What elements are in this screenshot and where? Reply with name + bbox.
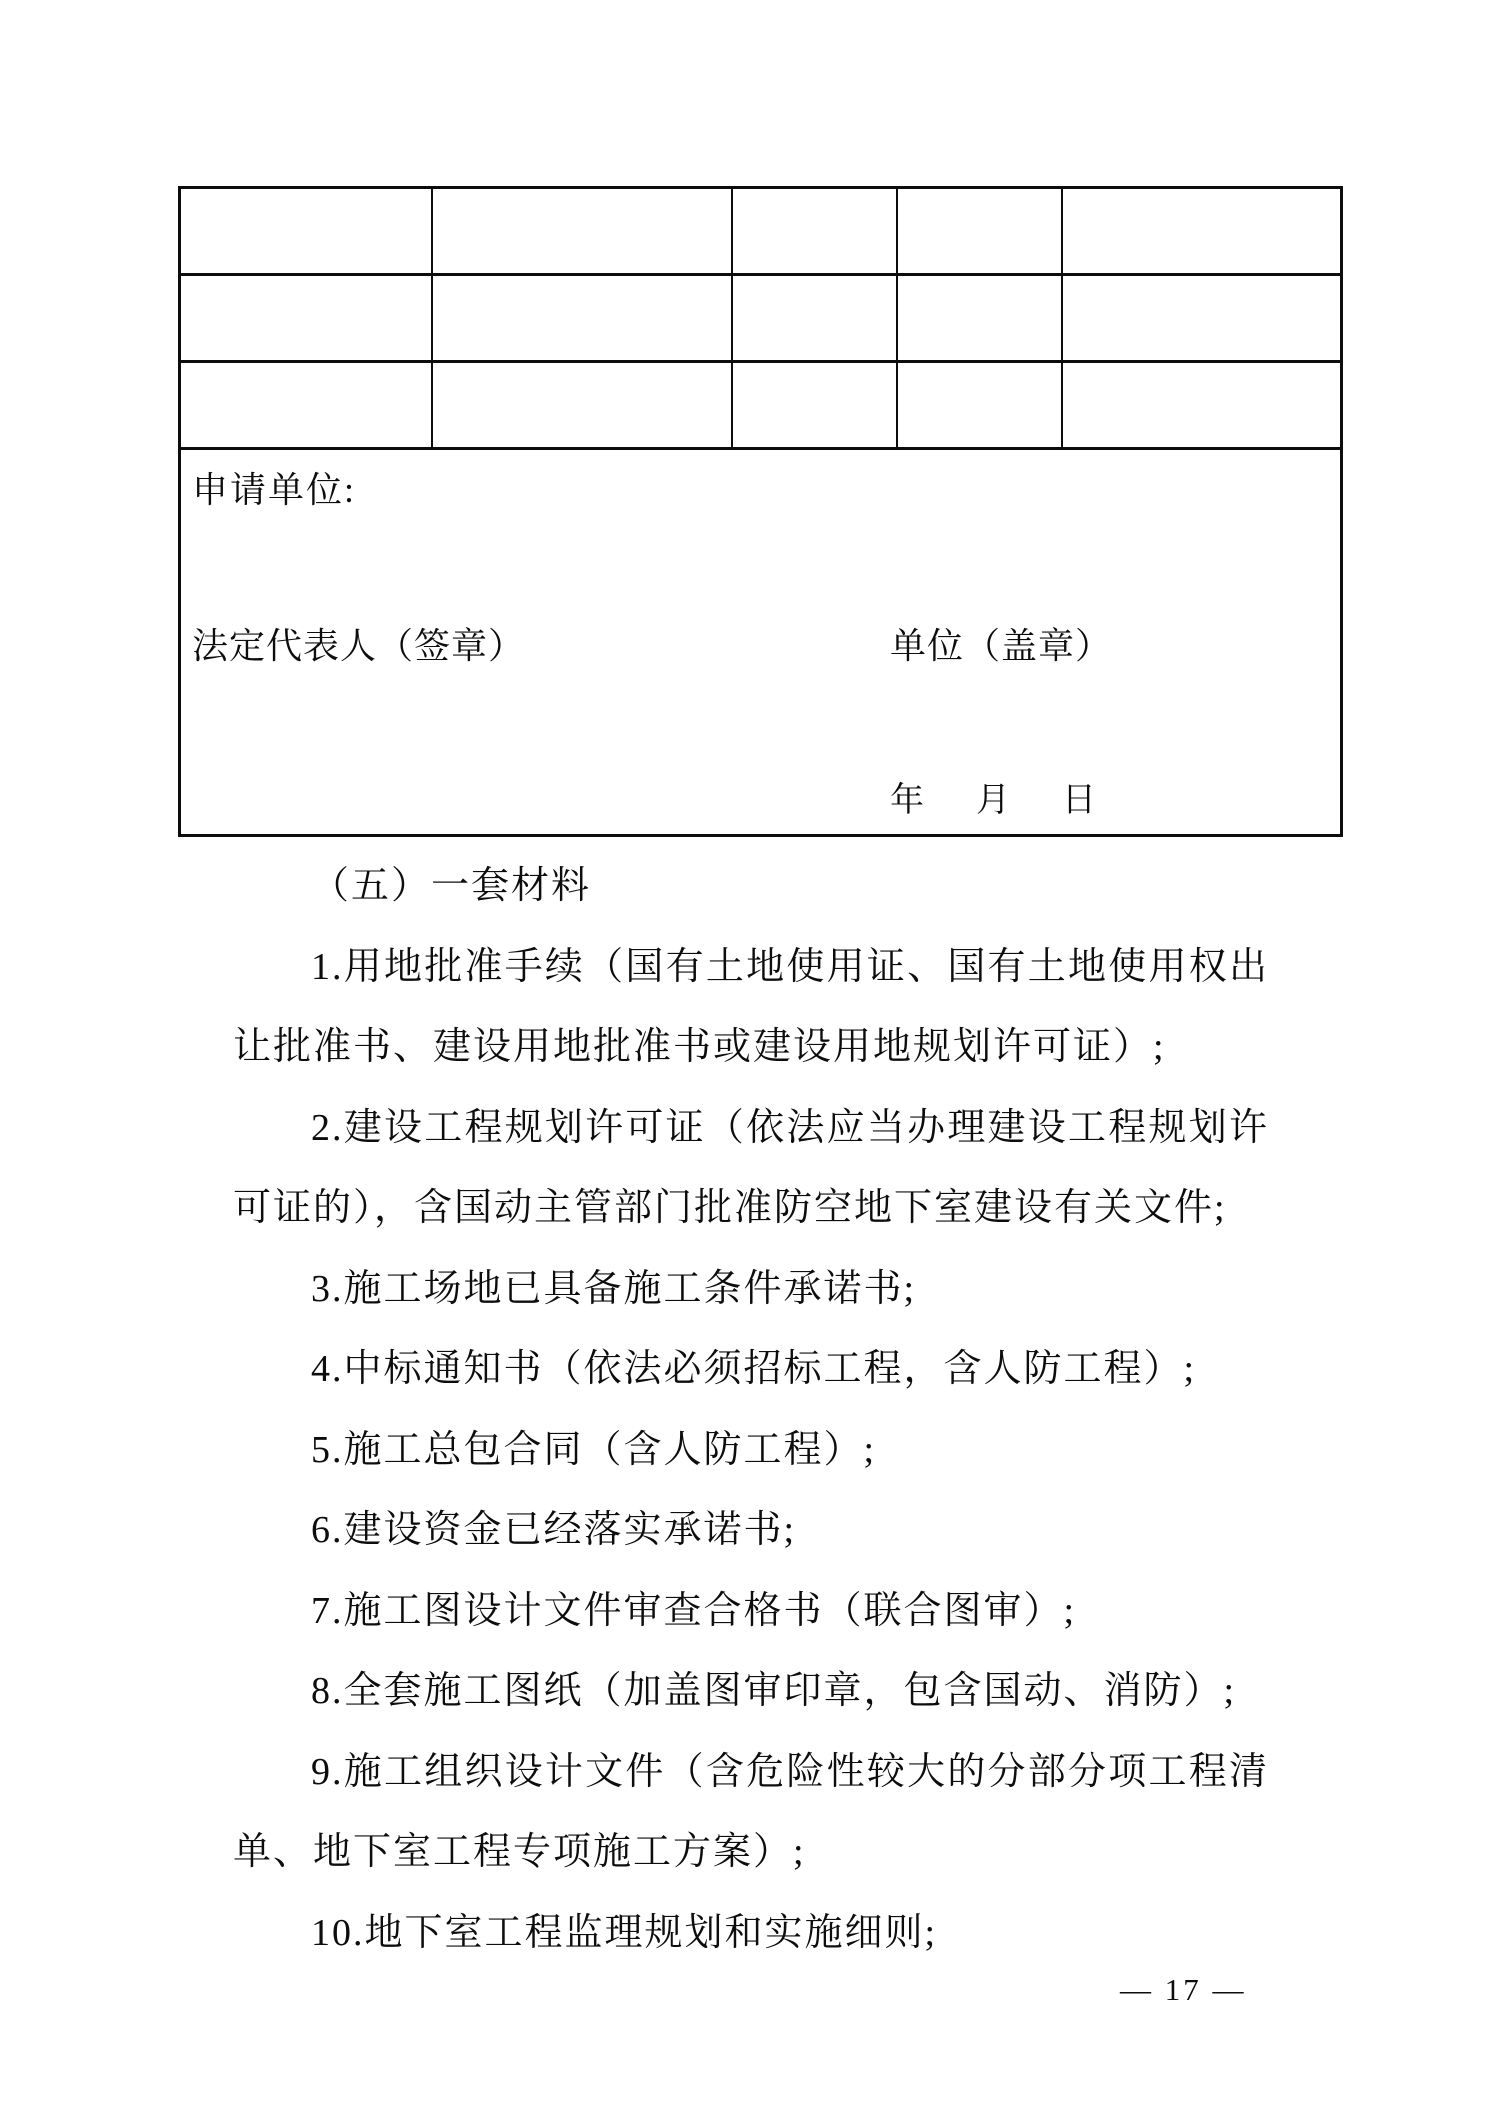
empty-table-cell [1063,276,1340,363]
signature-row [192,618,1332,669]
unit-seal-label: 单位（盖章） [890,626,1113,666]
list-item-10: 10.地下室工程监理规划和实施细则; [311,1911,938,1954]
application-form-table [178,186,1343,837]
empty-table-cell [733,189,898,276]
empty-table-cell [733,363,898,450]
signature-section [181,450,1340,834]
list-item-2-line-2: 可证的），含国动主管部门批准防空地下室建设有关文件; [233,1187,1227,1229]
applicant-unit-label: 申请单位: [192,470,357,510]
year-label: 年 [890,782,924,819]
empty-table-cell [181,363,433,450]
list-item-7: 7.施工图设计文件审查合格书（联合图审）; [311,1589,1077,1632]
empty-table-cell [181,276,433,363]
empty-table-cell [181,189,433,276]
empty-table-cell [733,276,898,363]
empty-table-cell [1063,189,1340,276]
list-item-3: 3.施工场地已具备施工条件承诺书; [311,1267,917,1310]
empty-table-cell [1063,363,1340,450]
list-item-1-line-2: 让批准书、建设用地批准书或建设用地规划许可证）; [233,1026,1166,1068]
empty-table-cell [433,363,733,450]
date-line [890,772,1096,821]
empty-table-cell [433,189,733,276]
list-item-6: 6.建设资金已经落实承诺书; [311,1509,797,1551]
list-item-9-line-1: 9.施工组织设计文件（含危险性较大的分部分项工程清 [311,1750,1269,1793]
empty-table-cell [898,363,1063,450]
section-heading: （五）一套材料 [311,865,592,907]
month-label: 月 [976,782,1010,819]
legal-representative-label: 法定代表人（签章） [192,626,526,666]
empty-table-cell [433,276,733,363]
list-item-5: 5.施工总包合同（含人防工程）; [311,1428,877,1471]
day-label: 日 [1062,782,1096,819]
list-item-1-line-1: 1.用地批准手续（国有土地使用证、国有土地使用权出 [311,945,1269,988]
page-number: — 17 — [1120,1972,1247,2007]
list-item-9-line-2: 单、地下室工程专项施工方案）; [233,1831,806,1873]
list-item-8: 8.全套施工图纸（加盖图审印章，包含国动、消防）; [311,1670,1237,1712]
empty-table-grid [181,189,1340,450]
list-item-2-line-1: 2.建设工程规划许可证（依法应当办理建设工程规划许 [311,1106,1269,1149]
empty-table-cell [898,276,1063,363]
empty-table-cell [898,189,1063,276]
list-item-4: 4.中标通知书（依法必须招标工程，含人防工程）; [311,1348,1197,1390]
document-body [233,846,1269,1973]
